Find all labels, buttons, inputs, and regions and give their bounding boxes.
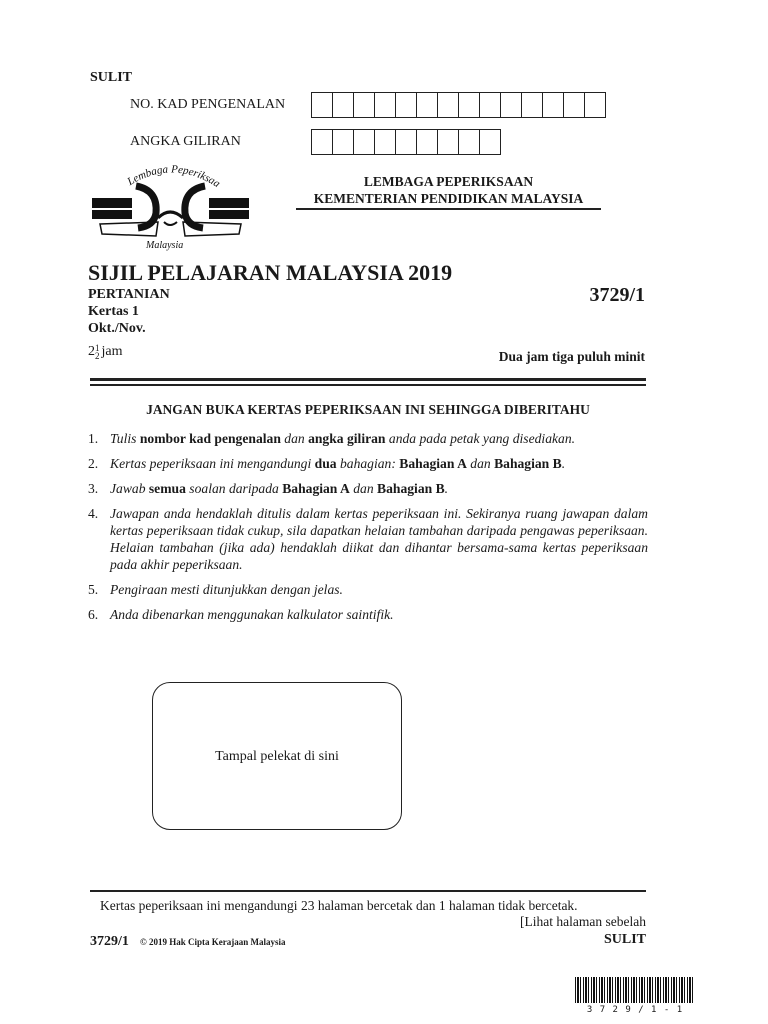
- board-name-line1: LEMBAGA PEPERIKSAAN: [363, 174, 534, 189]
- instruction-number: 2.: [88, 456, 99, 471]
- index-label: ANGKA GILIRAN: [130, 134, 241, 149]
- instruction-item: [88, 606, 648, 623]
- instruction-item: [88, 455, 648, 472]
- exam-title: SIJIL PELAJARAN MALAYSIA 2019: [88, 260, 453, 285]
- digit-box[interactable]: [375, 130, 396, 154]
- instruction-text: Kertas peperiksaan ini mengandungi dua bahagian: Bahagian A dan Bahagian B.: [110, 456, 566, 471]
- instruction-item: [88, 505, 648, 573]
- digit-box[interactable]: [375, 93, 396, 117]
- ic-label: NO. KAD PENGENALAN: [130, 97, 286, 112]
- digit-box[interactable]: [438, 130, 459, 154]
- digit-box[interactable]: [354, 93, 375, 117]
- double-rule-top: [90, 378, 646, 381]
- logo-arc-text: Lembaga Peperiksaa: [125, 163, 223, 191]
- digit-box[interactable]: [417, 93, 438, 117]
- warning-heading: JANGAN BUKA KERTAS PEPERIKSAAN INI SEHINGGA DIBERITAHU: [146, 402, 590, 417]
- instruction-text: Pengiraan mesti ditunjukkan dengan jelas.: [110, 582, 343, 597]
- classification-bottom: SULIT: [603, 932, 646, 947]
- double-rule-bottom: [90, 384, 646, 386]
- footer-rule: [90, 890, 646, 892]
- digit-box[interactable]: [417, 130, 438, 154]
- sticker-label: Tampal pelekat di sini: [215, 749, 339, 764]
- exam-board-logo: [88, 158, 253, 253]
- instruction-text: Anda dibenarkan menggunakan kalkulator saintifik.: [110, 607, 394, 622]
- instruction-list: [88, 430, 648, 631]
- duration-in-words: Dua jam tiga puluh minit: [498, 349, 645, 364]
- digit-box[interactable]: [312, 93, 333, 117]
- digit-box[interactable]: [480, 93, 501, 117]
- digit-box[interactable]: [312, 130, 333, 154]
- digit-box[interactable]: [585, 93, 606, 117]
- instruction-item: [88, 430, 648, 447]
- duration-fraction: 2 1 2 jam: [88, 342, 123, 361]
- instruction-item: [88, 480, 648, 497]
- digit-box[interactable]: [354, 130, 375, 154]
- digit-box[interactable]: [564, 93, 585, 117]
- digit-box[interactable]: [396, 130, 417, 154]
- exam-session: Okt./Nov.: [88, 321, 146, 336]
- digit-box[interactable]: [438, 93, 459, 117]
- digit-box[interactable]: [480, 130, 501, 154]
- barcode-text: 3 7 2 9 / 1 - 1: [586, 1005, 684, 1015]
- instruction-item: [88, 581, 648, 598]
- copyright-note: © 2019 Hak Cipta Kerajaan Malaysia: [140, 937, 286, 947]
- digit-box[interactable]: [333, 130, 354, 154]
- board-underline: [296, 208, 601, 210]
- instruction-text: Tulis nombor kad pengenalan dan angka giliran anda pada petak yang disediakan.: [110, 431, 576, 446]
- instruction-number: 4.: [88, 506, 99, 521]
- logo-bottom-text: Malaysia: [146, 240, 184, 251]
- page-count-note: Kertas peperiksaan ini mengandungi 23 halaman bercetak dan 1 halaman tidak bercetak.: [100, 898, 578, 913]
- digit-box[interactable]: [459, 130, 480, 154]
- classification-top: SULIT: [90, 70, 133, 85]
- instruction-number: 3.: [88, 481, 99, 496]
- paper-code: 3729/1: [589, 284, 645, 306]
- paper-number: Kertas 1: [88, 304, 139, 319]
- digit-box[interactable]: [501, 93, 522, 117]
- instruction-number: 6.: [88, 607, 99, 622]
- instruction-number: 1.: [88, 431, 99, 446]
- footer-paper-code: 3729/1: [90, 934, 129, 949]
- digit-box[interactable]: [333, 93, 354, 117]
- digit-box[interactable]: [522, 93, 543, 117]
- subject-name: PERTANIAN: [88, 287, 170, 302]
- next-page-note: [Lihat halaman sebelah: [520, 914, 646, 929]
- ic-number-boxes[interactable]: [311, 92, 606, 118]
- instruction-text: Jawapan anda hendaklah ditulis dalam kertas peperiksaan ini. Sekiranya ruang jawapan dalam kertas peperiksaan tidak cukup, sila dapatkan helaian tambahan daripada pengawas peperiksaan. Helaian tambahan (jika ada) hendaklah diikat dan dihantar bersama-sama kertas peperiksaan pada akhir peperiksaan.: [110, 506, 648, 572]
- digit-box[interactable]: [543, 93, 564, 117]
- instruction-text: Jawab semua soalan daripada Bahagian A dan Bahagian B.: [110, 481, 449, 496]
- board-name-line2: KEMENTERIAN PENDIDIKAN MALAYSIA: [313, 191, 584, 206]
- digit-box[interactable]: [396, 93, 417, 117]
- sticker-box: [152, 682, 402, 830]
- digit-box[interactable]: [459, 93, 480, 117]
- barcode: [575, 977, 695, 1003]
- index-number-boxes[interactable]: [311, 129, 501, 155]
- instruction-number: 5.: [88, 582, 99, 597]
